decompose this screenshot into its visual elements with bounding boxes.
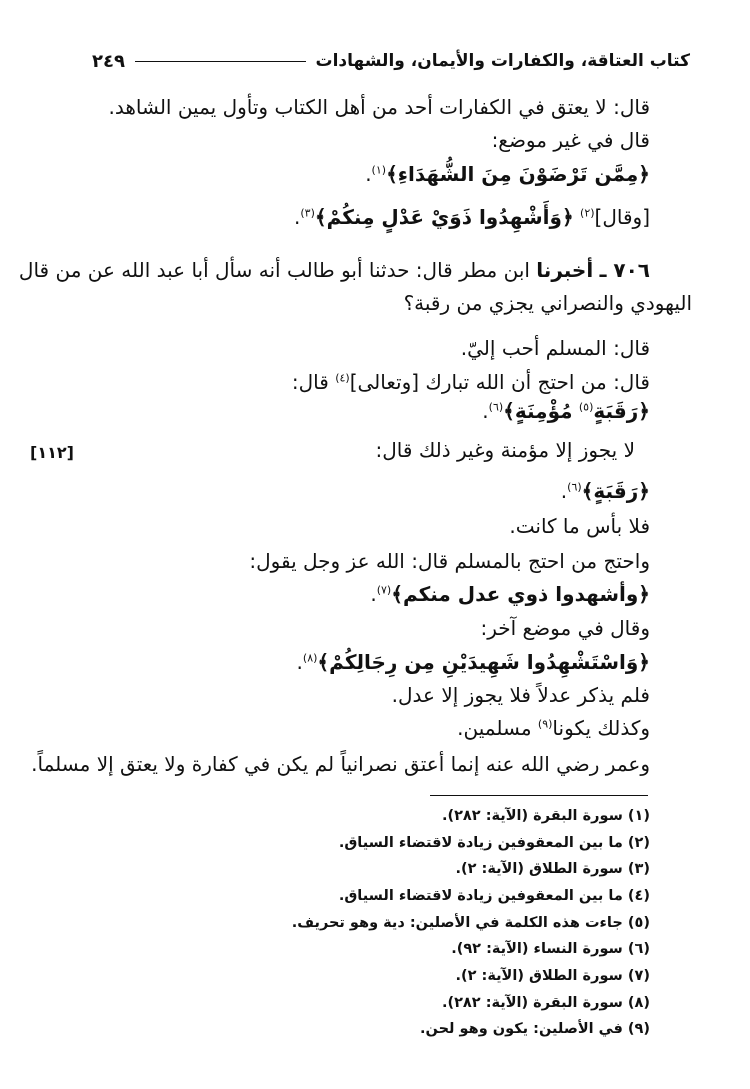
footnote-marker: (٣) [300, 206, 315, 220]
footnote-marker: (٢) [580, 206, 595, 220]
margin-reference: [١١٢] [30, 443, 74, 462]
footnote-separator [430, 795, 648, 796]
quran-verse-line: [وقال]$^{(٢)}$ ﴿وَأَشْهِدُوا ذَوَيْ عَدْلٍ مِنكُمْ﴾$^{(٣)}$. [294, 205, 650, 229]
body-line: وعمر رضي الله عنه إنما أعتق نصرانياً لم يكن في كفارة ولا يعتق إلا مسلماً. [31, 752, 650, 776]
quran-verse: ﴿رَقَبَةٍ [593, 399, 650, 423]
footnote-marker: (١) [371, 163, 387, 177]
hadith-lead: أخبرنا [536, 258, 594, 282]
quran-verse: ﴿وَاسْتَشْهِدُوا شَهِيدَيْنِ مِن رِجَالِكُمْ﴾ [317, 650, 650, 674]
quran-verse: ﴿رَقَبَةٍ﴾ [581, 479, 650, 503]
footnote: (٢) ما بين المعقوفين زيادة لاقتضاء السياق. [338, 835, 650, 851]
body-line: فلا بأس ما كانت. [509, 514, 650, 538]
quran-verse-line: ﴿وأشهدوا ذوي عدل منكم﴾$^{(٧)}$. [370, 582, 650, 606]
footnote: (٦) سورة النساء (الآية: ٩٢). [451, 941, 650, 957]
footnote-marker: (٨) [302, 651, 318, 665]
footnote-marker: (٦) [567, 480, 582, 494]
quran-verse-line: ﴿مِمَّن تَرْضَوْنَ مِنَ الشُّهَدَاءِ﴾$^{(١)}$. [365, 162, 650, 186]
hadith-line: ٧٠٦ ـ أخبرنا ابن مطر قال: حدثنا أبو طالب أنه سأل أبا عبد الله عن من قال [18, 258, 650, 282]
hadith-number: ٧٠٦ ـ [599, 258, 650, 282]
footnote: (٤) ما بين المعقوفين زيادة لاقتضاء السياق. [338, 888, 650, 904]
running-header [92, 44, 690, 78]
body-line: فلم يذكر عدلاً فلا يجوز إلا عدل. [391, 683, 650, 707]
quran-verse: مُؤْمِنَةٍ﴾ [503, 399, 573, 423]
footnote: (١) سورة البقرة (الآية: ٢٨٢). [441, 808, 650, 824]
body-line: قال: من احتج أن الله تبارك [وتعالى]$^{(٤)}$ قال: [291, 370, 650, 394]
quran-verse-line: ﴿وَاسْتَشْهِدُوا شَهِيدَيْنِ مِن رِجَالِكُمْ﴾$^{(٨)}$. [296, 650, 650, 674]
page-number: ٢٤٩ [92, 50, 125, 72]
quran-verse-line: ﴿رَقَبَةٍ﴾$^{(٦)}$. [560, 479, 650, 503]
body-line: وقال في موضع آخر: [480, 616, 650, 640]
footnote: (٧) سورة الطلاق (الآية: ٢). [455, 968, 650, 984]
body-line: قال في غير موضع: [491, 128, 650, 152]
footnote-marker: (٧) [376, 583, 392, 597]
footnote: (٣) سورة الطلاق (الآية: ٢). [455, 861, 650, 877]
footnote-marker: (٦) [488, 400, 504, 414]
header-rule [135, 61, 306, 62]
body-line: قال: المسلم أحب إليّ. [460, 336, 650, 360]
footnote: (٨) سورة البقرة (الآية: ٢٨٢). [441, 995, 650, 1011]
footnote: (٩) في الأصلين: يكون وهو لحن. [420, 1021, 650, 1037]
footnote: (٥) جاءت هذه الكلمة في الأصلين: دية وهو تحريف. [291, 915, 650, 931]
footnote-marker: (٩) [537, 717, 553, 731]
body-line: اليهودي والنصراني يجزي من رقبة؟ [403, 291, 692, 315]
quran-verse: ﴿وَأَشْهِدُوا ذَوَيْ عَدْلٍ مِنكُمْ﴾ [314, 205, 574, 229]
quran-verse: ﴿مِمَّن تَرْضَوْنَ مِنَ الشُّهَدَاءِ﴾ [386, 162, 650, 186]
body-line: قال: لا يعتق في الكفارات أحد من أهل الكتاب وتأول يمين الشاهد. [108, 95, 650, 119]
quran-verse-line: ﴿رَقَبَةٍ$^{(٥)}$ مُؤْمِنَةٍ﴾$^{(٦)}$. [482, 399, 650, 423]
quran-verse: ﴿وأشهدوا ذوي عدل منكم﴾ [391, 582, 650, 606]
footnote-marker: (٤) [335, 371, 350, 385]
chapter-title: كتاب العتاقة، والكفارات والأيمان، والشهادات [315, 51, 690, 71]
footnote-marker: (٥) [578, 400, 594, 414]
body-line: وكذلك يكونا$^{(٩)}$ مسلمين. [457, 716, 650, 740]
body-line: واحتج من احتج بالمسلم قال: الله عز وجل يقول: [249, 549, 650, 573]
body-line: لا يجوز إلا مؤمنة وغير ذلك قال: [375, 438, 635, 462]
